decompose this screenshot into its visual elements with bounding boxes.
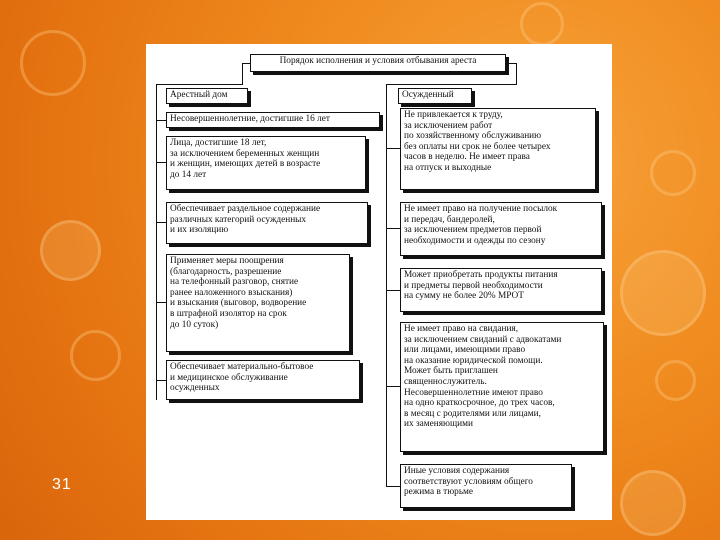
right-item: Не имеет право на получение посылок и передач, бандеролей, за исключением предметов первой необходимости и одежды по сезону (400, 202, 602, 256)
left-item: Лица, достигшие 18 лет, за исключением беременных женщин и женщин, имеющих детей в возрасте до 14 лет (166, 136, 366, 190)
connector-line (156, 380, 166, 381)
left-item: Обеспечивает раздельное содержание различных категорий осужденных и их изоляцию (166, 202, 368, 244)
background-bubble (70, 330, 121, 381)
right-item: Иные условия содержания соответствуют условиям общего режима в тюрьме (400, 464, 572, 508)
connector-line (156, 120, 166, 121)
right-item: Не имеет право на свидания, за исключением свиданий с адвокатами или лицами, имеющими право на оказание юридической помощи. Может быть приглашен священнослужитель. Несовершеннолетние имеют право на одно краткосрочное, до трех часов, в месяц с родителями или лицами, их заменяющими (400, 322, 604, 452)
left-header: Арестный дом (166, 88, 248, 104)
background-bubble (620, 470, 686, 536)
right-spine (386, 84, 387, 486)
left-item: Обеспечивает материально-бытовое и медицинское обслуживание осужденных (166, 360, 360, 400)
connector-line (156, 222, 166, 223)
right-item: Не привлекается к труду, за исключением работ по хозяйственному обслуживанию без оплаты ни срок не более четырех часов в неделю. Не имеет права на отпуск и выходные (400, 108, 596, 190)
connector-line (516, 63, 517, 84)
right-item: Может приобретать продукты питания и предметы первой необходимости на сумму не более 20% МРОТ (400, 268, 602, 312)
background-bubble (20, 30, 86, 96)
background-bubble (620, 250, 706, 336)
slide-number: 31 (52, 476, 72, 493)
background-bubble (655, 360, 696, 401)
connector-line (242, 63, 243, 84)
connector-line (386, 84, 517, 85)
connector-line (156, 84, 243, 85)
connector-line (156, 162, 166, 163)
background-bubble (650, 150, 696, 196)
connector-line (386, 386, 400, 387)
diagram-title: Порядок исполнения и условия отбывания ареста (250, 54, 506, 72)
connector-line (506, 63, 516, 64)
connector-line (386, 486, 400, 487)
left-item: Несовершеннолетние, достигшие 16 лет (166, 112, 380, 128)
right-header: Осужденный (398, 88, 472, 104)
left-item: Применяет меры поощрения (благодарность, разрешение на телефонный разговор, снятие ранее наложенного взыскания) и взыскания (выговор, водворение в штрафной изолятор на срок до 10 суток) (166, 254, 350, 352)
connector-line (386, 228, 400, 229)
connector-line (386, 290, 400, 291)
connector-line (386, 148, 400, 149)
left-spine (156, 84, 157, 400)
connector-line (156, 302, 166, 303)
background-bubble (520, 2, 564, 46)
background-bubble (40, 220, 101, 281)
diagram-sheet (146, 44, 612, 520)
